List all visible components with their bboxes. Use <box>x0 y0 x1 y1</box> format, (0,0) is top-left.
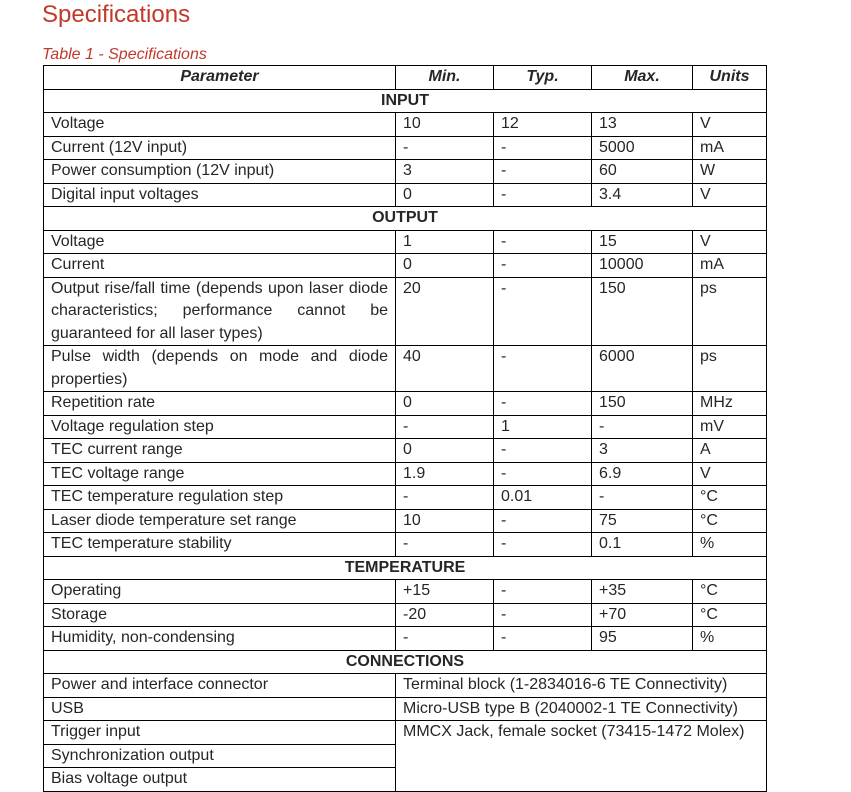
cell-typ: - <box>494 277 592 346</box>
cell-units: °C <box>693 509 767 533</box>
cell-min: 1.9 <box>396 462 494 486</box>
table-row <box>44 392 767 416</box>
cell-units: ps <box>693 277 767 346</box>
cell-min: 40 <box>396 346 494 392</box>
cell-param: Trigger input <box>44 721 396 745</box>
table-row <box>44 136 767 160</box>
section-header-row <box>44 650 767 674</box>
cell-param: Current <box>44 254 396 278</box>
table-row <box>44 415 767 439</box>
cell-max: 95 <box>592 627 693 651</box>
table-body <box>44 89 767 791</box>
table-caption: Table 1 - Specifications <box>42 46 207 63</box>
cell-typ: - <box>494 533 592 557</box>
cell-param: Voltage regulation step <box>44 415 396 439</box>
cell-units: V <box>693 183 767 207</box>
cell-min: 1 <box>396 230 494 254</box>
cell-typ: - <box>494 509 592 533</box>
table-row <box>44 603 767 627</box>
table-row <box>44 439 767 463</box>
cell-param: Storage <box>44 603 396 627</box>
cell-units: % <box>693 533 767 557</box>
cell-min: 0 <box>396 254 494 278</box>
table-row <box>44 346 767 392</box>
cell-typ: - <box>494 627 592 651</box>
column-header-max: Max. <box>592 66 693 90</box>
cell-param: Output rise/fall time (depends upon laser diode characteristics; performance cannot be guaranteed for all laser types) <box>44 277 396 346</box>
cell-units: mA <box>693 136 767 160</box>
cell-units: MHz <box>693 392 767 416</box>
table-row <box>44 462 767 486</box>
cell-min: -20 <box>396 603 494 627</box>
cell-param: Current (12V input) <box>44 136 396 160</box>
cell-min: 3 <box>396 160 494 184</box>
cell-max: 75 <box>592 509 693 533</box>
cell-param: Voltage <box>44 113 396 137</box>
cell-units: °C <box>693 603 767 627</box>
cell-typ: - <box>494 462 592 486</box>
cell-units: °C <box>693 580 767 604</box>
column-header-units: Units <box>693 66 767 90</box>
cell-max: 3 <box>592 439 693 463</box>
section-title: OUTPUT <box>44 207 767 231</box>
cell-min: - <box>396 136 494 160</box>
connection-row <box>44 721 767 745</box>
cell-min: 0 <box>396 392 494 416</box>
cell-units: ps <box>693 346 767 392</box>
column-header-min: Min. <box>396 66 494 90</box>
cell-typ: 0.01 <box>494 486 592 510</box>
cell-max: - <box>592 486 693 510</box>
cell-units: V <box>693 113 767 137</box>
cell-param: Synchronization output <box>44 744 396 768</box>
section-title: INPUT <box>44 89 767 113</box>
table-row <box>44 533 767 557</box>
cell-units: V <box>693 230 767 254</box>
cell-units: V <box>693 462 767 486</box>
cell-typ: - <box>494 439 592 463</box>
cell-max: 60 <box>592 160 693 184</box>
cell-connector: Terminal block (1-2834016-6 TE Connectivity) <box>396 674 767 698</box>
section-header-row <box>44 207 767 231</box>
cell-param: Pulse width (depends on mode and diode properties) <box>44 346 396 392</box>
section-title: CONNECTIONS <box>44 650 767 674</box>
cell-typ: - <box>494 136 592 160</box>
table-row <box>44 183 767 207</box>
connection-row <box>44 674 767 698</box>
cell-typ: - <box>494 392 592 416</box>
cell-param: Humidity, non-condensing <box>44 627 396 651</box>
cell-max: 10000 <box>592 254 693 278</box>
cell-param: TEC temperature stability <box>44 533 396 557</box>
table-row <box>44 230 767 254</box>
cell-max: +70 <box>592 603 693 627</box>
cell-units: mA <box>693 254 767 278</box>
cell-typ: - <box>494 183 592 207</box>
cell-param: Laser diode temperature set range <box>44 509 396 533</box>
table-row <box>44 580 767 604</box>
cell-typ: 12 <box>494 113 592 137</box>
cell-max: 15 <box>592 230 693 254</box>
cell-min: - <box>396 627 494 651</box>
cell-max: 5000 <box>592 136 693 160</box>
cell-max: 13 <box>592 113 693 137</box>
cell-min: 0 <box>396 439 494 463</box>
cell-typ: - <box>494 603 592 627</box>
cell-min: 20 <box>396 277 494 346</box>
cell-param: TEC voltage range <box>44 462 396 486</box>
cell-min: - <box>396 533 494 557</box>
table-row <box>44 486 767 510</box>
cell-param: TEC temperature regulation step <box>44 486 396 510</box>
cell-param: USB <box>44 697 396 721</box>
cell-min: +15 <box>396 580 494 604</box>
section-header-row <box>44 89 767 113</box>
cell-max: 0.1 <box>592 533 693 557</box>
cell-max: 150 <box>592 277 693 346</box>
cell-min: 10 <box>396 113 494 137</box>
cell-units: % <box>693 627 767 651</box>
cell-param: Bias voltage output <box>44 768 396 792</box>
cell-units: mV <box>693 415 767 439</box>
specifications-table <box>43 65 767 792</box>
section-title: TEMPERATURE <box>44 556 767 580</box>
table-row <box>44 627 767 651</box>
cell-max: - <box>592 415 693 439</box>
cell-typ: - <box>494 580 592 604</box>
table-header-row <box>44 66 767 90</box>
cell-max: 6.9 <box>592 462 693 486</box>
cell-param: Operating <box>44 580 396 604</box>
cell-param: Power consumption (12V input) <box>44 160 396 184</box>
table-row <box>44 113 767 137</box>
connection-row <box>44 697 767 721</box>
cell-units: °C <box>693 486 767 510</box>
section-header-row <box>44 556 767 580</box>
cell-typ: 1 <box>494 415 592 439</box>
cell-max: 150 <box>592 392 693 416</box>
cell-max: +35 <box>592 580 693 604</box>
cell-typ: - <box>494 230 592 254</box>
cell-param: Power and interface connector <box>44 674 396 698</box>
cell-param: Digital input voltages <box>44 183 396 207</box>
cell-connector-merged: MMCX Jack, female socket (73415-1472 Molex) <box>396 721 767 792</box>
cell-max: 6000 <box>592 346 693 392</box>
cell-param: Voltage <box>44 230 396 254</box>
cell-min: 10 <box>396 509 494 533</box>
cell-max: 3.4 <box>592 183 693 207</box>
cell-param: Repetition rate <box>44 392 396 416</box>
cell-param: TEC current range <box>44 439 396 463</box>
cell-typ: - <box>494 346 592 392</box>
column-header-typ: Typ. <box>494 66 592 90</box>
table-row <box>44 277 767 346</box>
cell-min: 0 <box>396 183 494 207</box>
cell-typ: - <box>494 160 592 184</box>
table-row <box>44 160 767 184</box>
column-header-parameter: Parameter <box>44 66 396 90</box>
cell-typ: - <box>494 254 592 278</box>
table-row <box>44 509 767 533</box>
cell-units: A <box>693 439 767 463</box>
cell-units: W <box>693 160 767 184</box>
table-row <box>44 254 767 278</box>
cell-min: - <box>396 415 494 439</box>
cell-connector: Micro-USB type B (2040002-1 TE Connectivity) <box>396 697 767 721</box>
page-heading: Specifications <box>42 1 191 28</box>
cell-min: - <box>396 486 494 510</box>
